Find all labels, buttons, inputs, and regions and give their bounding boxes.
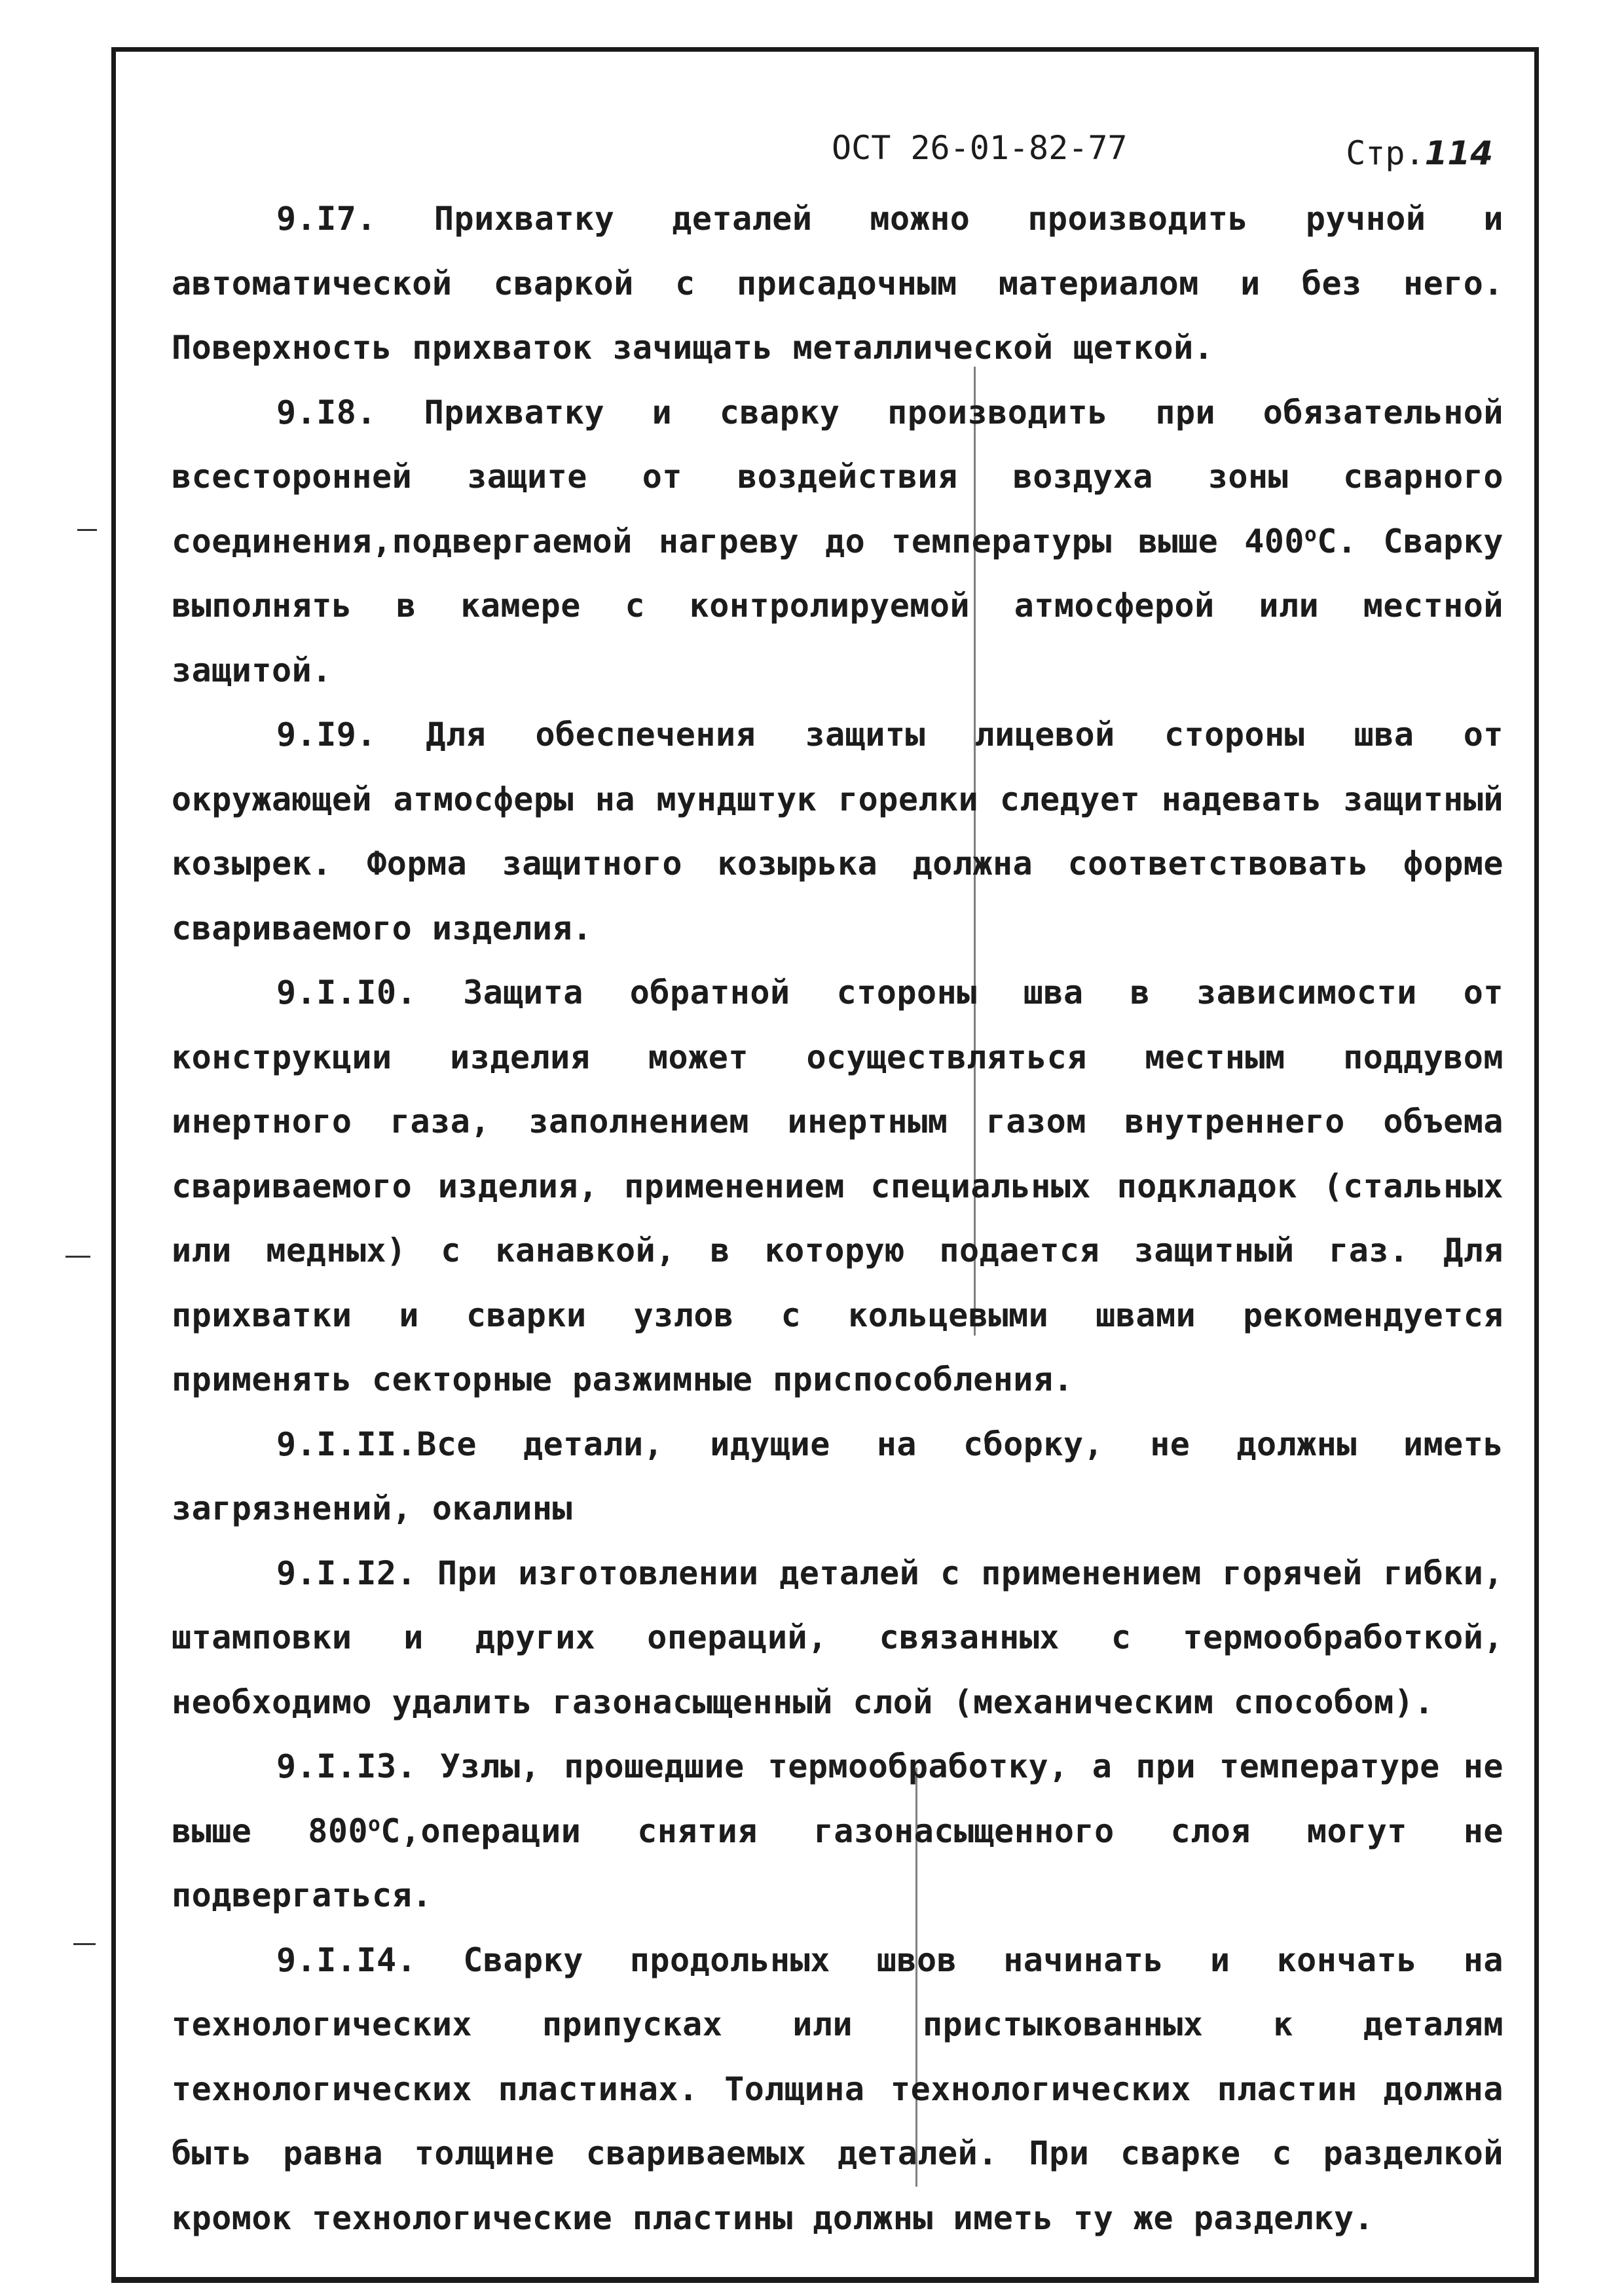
paragraph-9-1-14: 9.І.І4. Сварку продольных швов начинать и кончать на технологических припусках или пристыкованных к деталям технологических пластинах. Толщина технологических пластин должна быть равна толщине свариваемых деталей. При сварке с разделкой кромок технологические пластины должны иметь ту же разделку. bbox=[172, 1941, 1504, 2237]
paragraph-9-1-12: 9.І.І2. При изготовлении деталей с применением горячей гибки, штамповки и других операций, связанных с термообработкой, необходимо удалить газонасыщенный слой (механическим способом). bbox=[172, 1554, 1504, 1721]
degree-sign: о bbox=[1304, 522, 1318, 546]
paragraph-9-1-7: 9.І7. Прихватку деталей можно производить ручной и автоматической сваркой с присадочным материалом и без него. Поверхность прихваток зачищать металлической щеткой. bbox=[172, 200, 1504, 367]
paragraph-9-1-8 bbox=[172, 380, 1504, 703]
paragraph-text: 9.І8. Прихватку и сварку производить при обязательной всесторонней защите от воздействия воздуха зоны сварного соединения,подвергаемой нагреву до температуры выше 400 bbox=[172, 393, 1504, 560]
margin-tick bbox=[77, 529, 97, 531]
document-code: ОСТ 26-01-82-77 bbox=[832, 129, 1128, 167]
page-number: 114 bbox=[1424, 134, 1493, 172]
paragraph-9-1-9: 9.І9. Для обеспечения защиты лицевой стороны шва от окружающей атмосферы на мундштук горелки следует надевать защитный козырек. Форма защитного козырька должна соответствовать форме свариваемого изделия. bbox=[172, 716, 1504, 947]
page-header bbox=[832, 121, 1493, 180]
margin-tick bbox=[65, 1256, 90, 1258]
paragraph-9-1-10: 9.І.І0. Защита обратной стороны шва в зависимости от конструкции изделия может осуществляться местным поддувом инертного газа, заполнением инертным газом внутреннего объема свариваемого изделия, применением специальных подкладок (стальных или медных) с канавкой, в которую подается защитный газ. Для прихватки и сварки узлов с кольцевыми швами рекомендуется применять секторные разжимные приспособления. bbox=[172, 974, 1504, 1398]
paragraph-text: С,операции снятия газонасыщенного слоя могут не подвергаться. bbox=[172, 1812, 1504, 1914]
margin-tick bbox=[73, 1943, 96, 1945]
paragraph-text: С. Сварку выполнять в камере с контролируемой атмосферой или местной защитой. bbox=[172, 522, 1504, 689]
page-reference bbox=[1346, 134, 1493, 172]
paragraph-9-1-13 bbox=[172, 1734, 1504, 1928]
page-label: Стр. bbox=[1346, 134, 1425, 172]
degree-sign: о bbox=[368, 1812, 381, 1836]
paragraph-9-1-11: 9.І.ІІ.Все детали, идущие на сборку, не должны иметь загрязнений, окалины bbox=[172, 1425, 1504, 1527]
document-body bbox=[172, 187, 1504, 2250]
paragraph-text: 9.І.І3. Узлы, прошедшие термообработку, а при температуре не выше 800 bbox=[172, 1747, 1504, 1850]
